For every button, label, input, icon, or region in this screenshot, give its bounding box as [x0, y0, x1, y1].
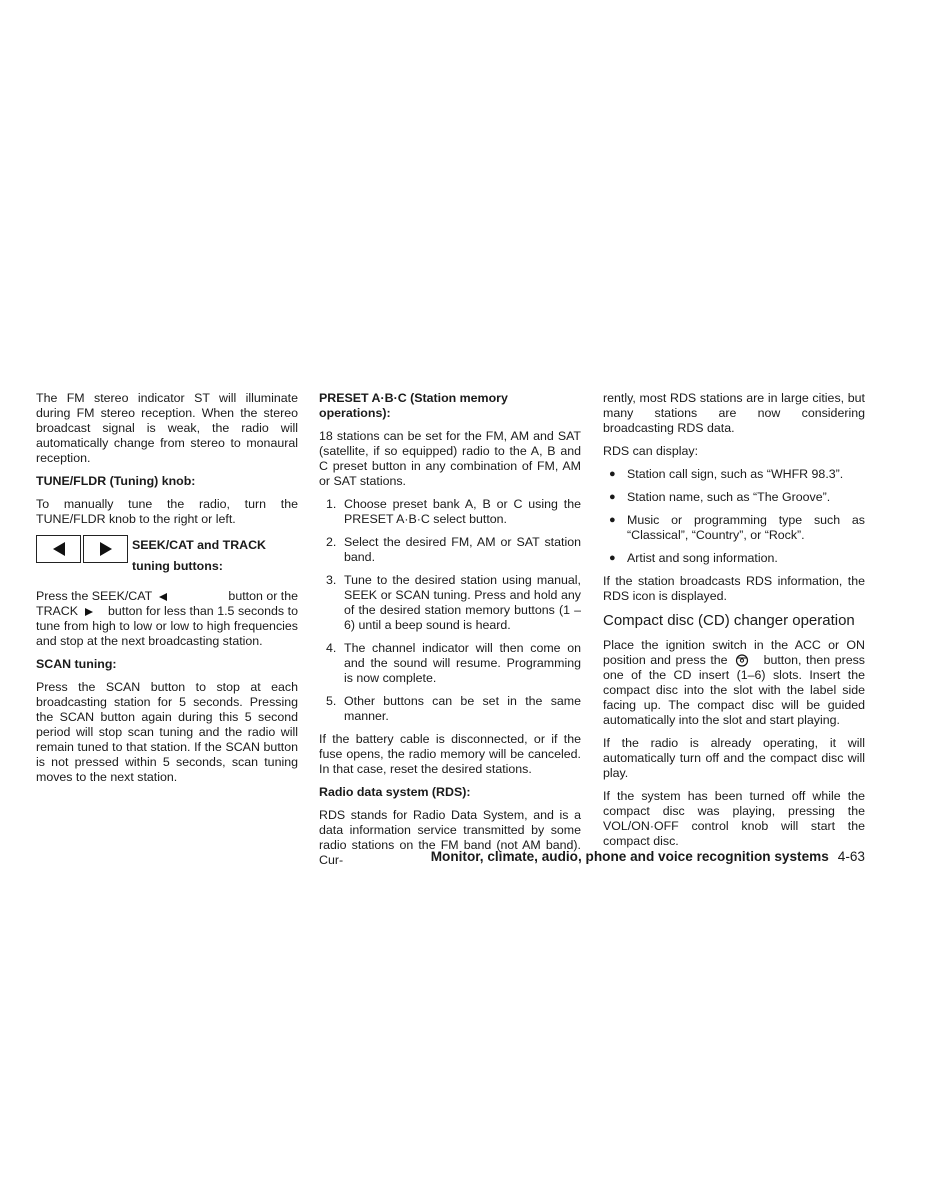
rds-icon-paragraph: If the station broadcasts RDS information, the RDS icon is displayed. [603, 574, 865, 603]
list-item: ● Music or programming type such as “Classical”, “Country”, or “Rock”. [609, 513, 865, 542]
column-left [36, 391, 298, 793]
seek-track-figure [36, 535, 298, 577]
tune-paragraph: To manually tune the radio, turn the TUNE/FLDR knob to the right or left. [36, 497, 298, 526]
preset-step: 4. The channel indicator will then come on and the sound will resume. Programming is now complete. [326, 641, 581, 685]
list-item: ● Station name, such as “The Groove”. [609, 490, 831, 504]
preset-paragraph: 18 stations can be set for the FM, AM and SAT (satellite, if so equipped) radio to the A, B and C preset button in any combination of FM, AM or SAT stations. [319, 429, 581, 488]
page-number: 4-63 [837, 849, 865, 864]
preset-steps [319, 497, 581, 724]
seek-track-heading-line1: SEEK/CAT and TRACK [132, 538, 267, 552]
page-footer [431, 848, 865, 866]
rds-continued-paragraph: rently, most RDS stations are in large cities, but many stations are now considering broadcasting RDS data. [603, 391, 865, 435]
column-right [603, 391, 865, 857]
rds-paragraph: RDS stands for Radio Data System, and is a data information service transmitted by some radio stations on the FM band (not AM band). Cur- [319, 808, 581, 867]
cd-text-b: button, then press one of the CD insert (1–6) slots. Insert the compact disc into the slot with the label side facing up. The compact disc will be guided automatically into the slot and start playing. [603, 653, 865, 727]
rds-display-list [603, 467, 865, 566]
fm-stereo-paragraph: The FM stereo indicator ST will illuminate during FM stereo reception. When the stereo broadcast signal is weak, the radio will automatically change from stereo to monaural reception. [36, 391, 298, 465]
preset-step: 1. Choose preset bank A, B or C using the PRESET A·B·C select button. [326, 497, 581, 526]
cd-disc-icon [734, 654, 750, 667]
footer-section-title: Monitor, climate, audio, phone and voice recognition systems [430, 849, 829, 864]
seek-text-b: button or the [228, 589, 298, 603]
bullet-icon: ● [609, 491, 616, 503]
seek-text-a: Press the SEEK/CAT [36, 589, 153, 603]
cd-off-paragraph: If the system has been turned off while the compact disc was playing, pressing the VOL/ON·OFF control knob will start the compact disc. [603, 789, 865, 848]
bullet-icon: ● [609, 552, 616, 564]
seek-left-inline-icon [158, 592, 168, 602]
battery-paragraph: If the battery cable is disconnected, or if the fuse opens, the radio memory will be canceled. In that case, reset the desired stations. [319, 732, 581, 776]
seek-text-d: button for less than 1.5 seconds to tune from high to low or low to high frequencies and stop at the next broadcasting station. [36, 604, 298, 648]
rds-heading: Radio data system (RDS): [319, 785, 471, 799]
triangle-left-icon [51, 541, 67, 557]
seek-right-button-illustration [83, 535, 128, 563]
bullet-icon: ● [609, 468, 616, 480]
cd-heading: Compact disc (CD) changer operation [603, 612, 855, 629]
scan-paragraph: Press the SCAN button to stop at each broadcasting station for 5 seconds. Pressing the SCAN button again during this 5 second period will stop scan tuning and the radio will remain tuned to that station. If the SCAN button is not pressed within 5 seconds, scan tuning moves to the next station. [36, 680, 298, 784]
triangle-right-icon [98, 541, 114, 557]
seek-text-c: TRACK [36, 604, 78, 618]
rds-display-paragraph: RDS can display: [603, 444, 699, 458]
preset-step: 3. Tune to the desired station using manual, SEEK or SCAN tuning. Press and hold any of the desired station memory buttons (1 – 6) until a beep sound is heard. [326, 573, 581, 632]
scan-heading: SCAN tuning: [36, 657, 117, 671]
column-middle [319, 391, 581, 876]
list-item: ● Artist and song information. [609, 551, 778, 565]
seek-button-pair [36, 535, 128, 563]
bullet-icon: ● [609, 514, 616, 526]
cd-paragraph [603, 638, 865, 728]
preset-heading: PRESET A·B·C (Station memory operations): [319, 391, 508, 420]
seek-track-heading [132, 535, 266, 577]
seek-left-button-illustration [36, 535, 81, 563]
track-right-inline-icon [84, 607, 94, 617]
list-item: ● Station call sign, such as “WHFR 98.3”. [609, 467, 844, 481]
cd-operating-paragraph: If the radio is already operating, it will automatically turn off and the compact disc will play. [603, 736, 865, 780]
tune-heading: TUNE/FLDR (Tuning) knob: [36, 474, 196, 488]
seek-paragraph [36, 589, 298, 649]
preset-step: 2. Select the desired FM, AM or SAT station band. [326, 535, 581, 564]
seek-track-heading-line2: tuning buttons: [132, 559, 223, 573]
cd-text-a: Place the ignition switch in the ACC or ON position and press the [603, 638, 865, 667]
preset-step: 5. Other buttons can be set in the same manner. [326, 694, 581, 723]
